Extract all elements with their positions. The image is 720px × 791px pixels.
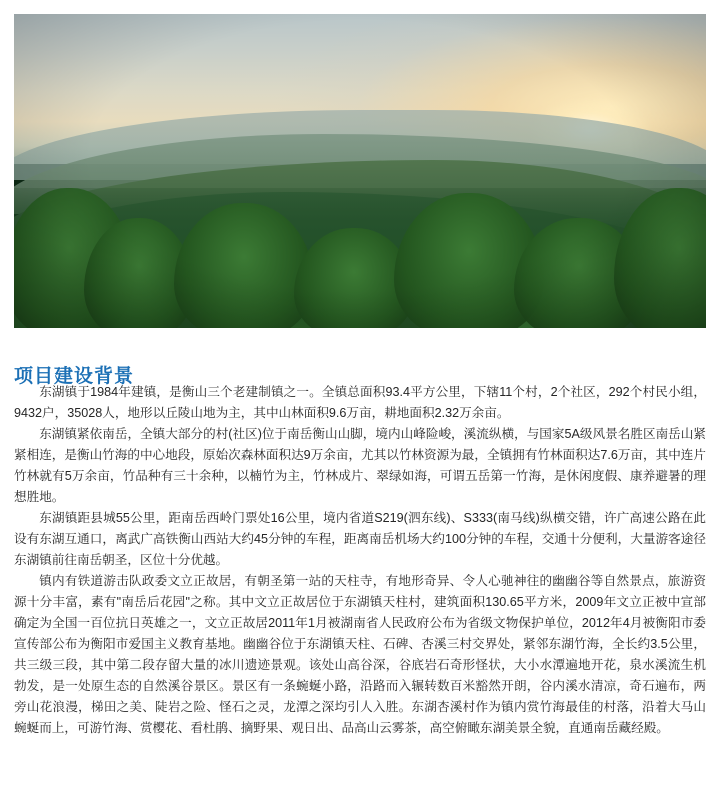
paragraph: 东湖镇紧依南岳，全镇大部分的村(社区)位于南岳衡山山脚，境内山峰险峻，溪流纵横，与国家5A级风景名胜区南岳山紧紧相连，是衡山竹海的中心地段，原始次森林面积达9万余亩，尤其以竹林资源为最，全镇拥有竹林面积达7.6万亩，其中连片竹林就有5万余亩，竹品种有三十余种，以楠竹为主，竹林成片、翠绿如海，可谓五岳第一竹海，是休闲度假、康养避暑的理想胜地。 xyxy=(14,427,706,504)
paragraph: 东湖镇距县城55公里，距南岳西岭门票处16公里，境内省道S219(泗东线)、S333(南马线)纵横交错，许广高速公路在此设有东湖互通口，离武广高铁衡山西站大约45分钟的车程，距离南岳机场大约100分钟的车程，交通十分便利，大量游客途径东湖镇前往南岳朝圣，区位十分优越。 xyxy=(14,511,706,567)
body-content xyxy=(14,382,706,739)
page-title: 项目建设背景 xyxy=(14,365,135,387)
paragraph: 东湖镇于1984年建镇，是衡山三个老建制镇之一。全镇总面积93.4平方公里，下辖11个村，2个社区，292个村民小组，9432户，35028人，地形以丘陵山地为主，其中山林面积9.6万亩，耕地面积2.32万余亩。 xyxy=(14,385,706,420)
paragraph: 镇内有铁道游击队政委文立正故居，有朝圣第一站的天柱寺，有地形奇异、令人心驰神往的幽幽谷等自然景点，旅游资源十分丰富，素有"南岳后花园"之称。其中文立正故居位于东湖镇天柱村，建筑面积130.65平方米，2009年文立正被中宣部确定为全国一百位抗日英雄之一，文立正故居2011年1月被湖南省人民政府公布为省级文物保护单位，2012年4月被衡阳市委宣传部公布为衡阳市爱国主义教育基地。幽幽谷位于东湖镇天柱、石碑、杏溪三村交界处，紧邻东湖竹海，全长约3.5公里，共三级三段，其中第二段存留大量的冰川遗迹景观。该处山高谷深，谷底岩石奇形怪状，大小水潭遍地开花，泉水溪流生机勃发，是一处原生态的自然溪谷景区。景区有一条蜿蜒小路，沿路而入辗转数百米豁然开朗，谷内溪水清凉，奇石遍布，两旁山花浪漫，梯田之美、陡岩之险、怪石之灵，龙潭之深均引人入胜。东湖杏溪村作为镇内赏竹海最佳的村落，沿着大马山蜿蜒而上，可游竹海、赏樱花、看杜鹃、摘野果、观日出、品高山云雾茶，高空俯瞰东湖美景全貌，直通南岳藏经殿。 xyxy=(14,574,706,735)
hero-landscape-photo xyxy=(14,14,706,328)
